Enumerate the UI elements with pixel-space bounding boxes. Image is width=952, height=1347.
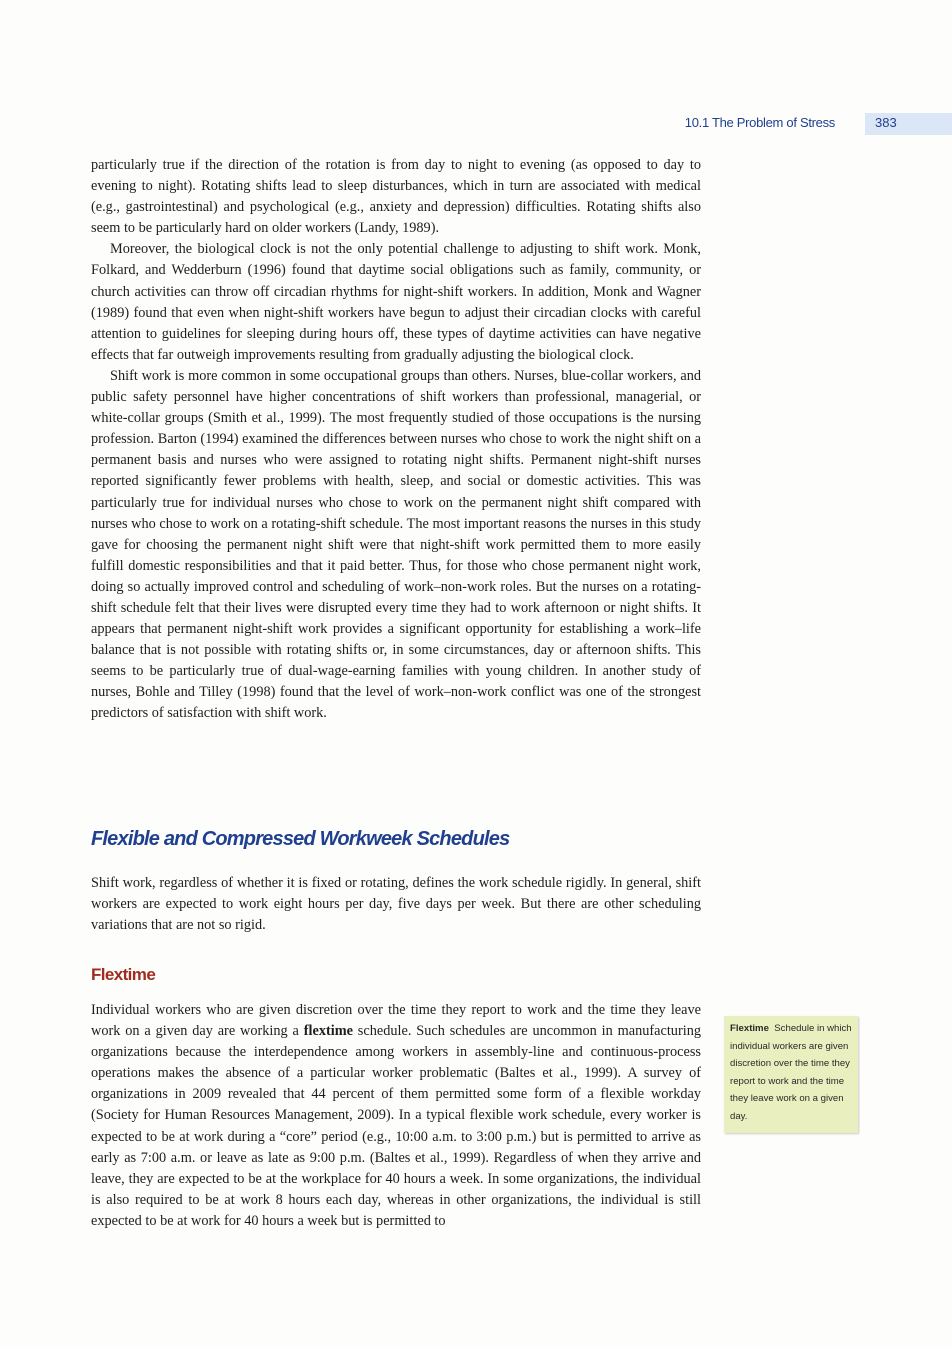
body-text-middle (91, 873, 701, 936)
section-heading: Flexible and Compressed Workweek Schedules (91, 828, 510, 850)
paragraph-nursing-study: Shift work is more common in some occupational groups than others. Nurses, blue-collar workers, and public safety personnel have higher concentrations of shift workers than professional, managerial, or white-collar groups (Smith et al., 1999). The most frequently studied of those occupations is the nursing profession. Barton (1994) examined the differences between nurses who chose to work the night shift on a permanent basis and nurses who were assigned to rotating night shifts. Permanent night-shift nurses reported significantly fewer problems with health, sleep, and social or domestic activities. This was particularly true for individual nurses who chose to work on the permanent night shift compared with nurses who chose to work on a rotating-shift schedule. The most important reasons the nurses in this study gave for choosing the permanent night shift were that night-shift work permitted them to more easily fulfill domestic responsibilities and that it paid better. Thus, for those who chose permanent night work, doing so actually improved control and scheduling of work–non-work roles. But the nurses on a rotating-shift schedule felt that their lives were disrupted every time they had to work afternoon or night shifts. It appears that permanent night-shift work provides a significant opportunity for establishing a work–life balance that is not possible with rotating shifts or, in some circumstances, day or afternoon shifts. This seems to be particularly true of dual-wage-earning families with young children. In another study of nurses, Bohle and Tilley (1998) found that the level of work–non-work conflict was one of the strongest predictors of satisfaction with shift work. (91, 367, 701, 722)
body-text-top (91, 155, 701, 725)
page-number: 383 (865, 113, 952, 135)
body-text-bottom (91, 1000, 701, 1232)
running-head-section: 10.1 The Problem of Stress (684, 115, 835, 130)
paragraph-flextime-rest: schedule. Such schedules are uncommon in manufacturing organizations because the interdependence among workers in assembly-line and continuous-process operations makes the absence of a particular worker problematic (Baltes et al., 1999). A survey of organizations in 2009 revealed that 44 percent of them permitted some form of a flexible workday (Society for Human Resources Management, 2009). In a typical flexible work schedule, every worker is expected to be at work during a “core” period (e.g., 10:00 a.m. to 3:00 p.m.) but is permitted to arrive as early as 7:00 a.m. or leave as late as 9:00 p.m. (Baltes et al., 1999). Regardless of when they arrive and leave, they are expected to be at the workplace for 40 hours a week. In some organizations, the individual is also required to be at work 8 hours each day, whereas in other organizations, the individual is still expected to be at work for 40 hours a week but is permitted to (91, 1023, 701, 1229)
running-head (0, 113, 952, 137)
paragraph-flextime (91, 1000, 701, 1232)
glossary-definition: Schedule in which individual workers are given discretion over the time they report to work and the time they leave work on a given day. (730, 1023, 852, 1122)
paragraph-flextime-lead: Individual workers who are given discretion over the time they report to work and the time they leave work on a given day are working a (91, 1002, 701, 1040)
paragraph-biological-clock: Moreover, the biological clock is not the only potential challenge to adjusting to shift work. Monk, Folkard, and Wedderburn (1996) found that daytime social obligations such as family, community, or church activities can throw off circadian rhythms for night-shift workers. In addition, Monk and Wagner (1989) found that even when night-shift workers have begun to adjust their circadian clocks with careful attention to guidelines for sleeping during hours off, these types of daytime activities can have negative effects that far outweigh improvements resulting from gradually adjusting the biological clock. (91, 241, 701, 363)
paragraph-rotating-shifts: particularly true if the direction of the rotation is from day to night to evening (as opposed to day to evening to night). Rotating shifts lead to sleep disturbances, which in turn are associated with medical (e.g., gastrointestinal) and psychological (e.g., anxiety and depression) difficulties. Rotating shifts also seem to be particularly hard on older workers (Landy, 1989). (91, 157, 701, 237)
subsection-heading: Flextime (91, 965, 156, 984)
glossary-term: Flextime (730, 1023, 769, 1034)
key-term-flextime: flextime (303, 1023, 353, 1040)
paragraph-shift-intro: Shift work, regardless of whether it is fixed or rotating, defines the work schedule rigidly. In general, shift workers are expected to work eight hours per day, five days per week. But there are other scheduling variations that are not so rigid. (91, 875, 701, 934)
glossary-sidebar (724, 1016, 858, 1133)
